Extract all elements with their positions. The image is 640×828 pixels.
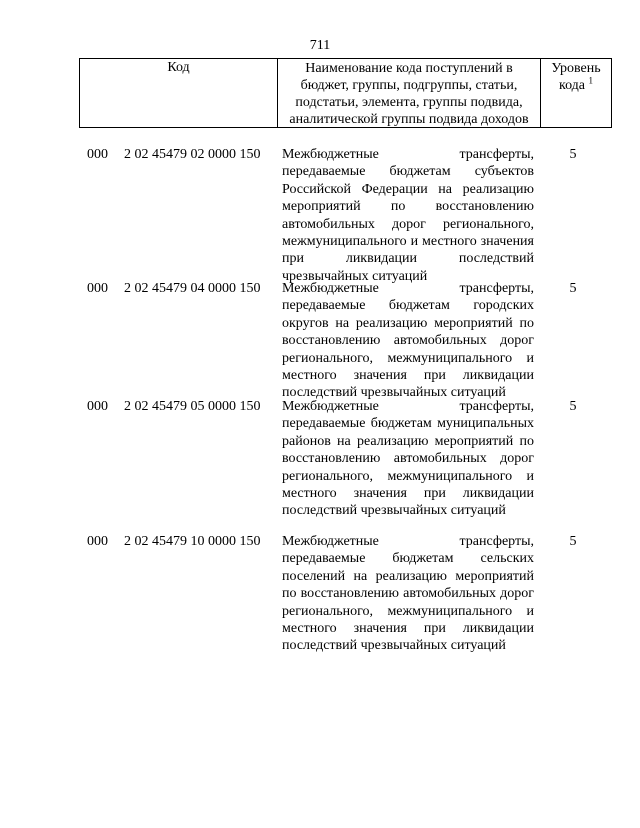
page-number: 711 bbox=[309, 38, 331, 53]
header-code-cell bbox=[79, 58, 277, 128]
header-level-cell bbox=[540, 58, 612, 128]
header-name-cell bbox=[277, 58, 540, 128]
row-prefix: 000 bbox=[87, 281, 108, 296]
row-level: 5 bbox=[569, 281, 577, 296]
row-name: Межбюджетные трансферты, передаваемые бюджетам субъектов Российской Федерации на реализацию мероприятий по восстановлению автомобильных дорог регионального, межмуниципального и местного значения при ликвидации последствий чрезвычайных ситуаций bbox=[282, 147, 534, 284]
row-code: 2 02 45479 05 0000 150 bbox=[124, 399, 261, 414]
row-name: Межбюджетные трансферты, передаваемые бюджетам муниципальных районов на реализацию мероприятий по восстановлению автомобильных дорог регионального, межмуниципального и местного значения при ликвидации последствий чрезвычайных ситуаций bbox=[282, 399, 534, 519]
header-level-label: Уровень кода bbox=[551, 61, 601, 93]
row-level: 5 bbox=[569, 534, 577, 549]
row-prefix: 000 bbox=[87, 147, 108, 162]
row-name: Межбюджетные трансферты, передаваемые бюджетам сельских поселений на реализацию мероприятий по восстановлению автомобильных дорог регионального, межмуниципального и местного значения при ликвидации последствий чрезвычайных ситуаций bbox=[282, 534, 534, 654]
row-level: 5 bbox=[569, 399, 577, 414]
row-code: 2 02 45479 02 0000 150 bbox=[124, 147, 261, 162]
row-code: 2 02 45479 04 0000 150 bbox=[124, 281, 261, 296]
header-level-footnote: 1 bbox=[588, 75, 594, 86]
row-prefix: 000 bbox=[87, 534, 108, 549]
row-prefix: 000 bbox=[87, 399, 108, 414]
row-name: Межбюджетные трансферты, передаваемые бюджетам городских округов на реализацию мероприятий по восстановлению автомобильных дорог регионального, межмуниципального и местного значения при ликвидации последствий чрезвычайных ситуаций bbox=[282, 281, 534, 401]
table-header bbox=[79, 58, 612, 128]
row-code: 2 02 45479 10 0000 150 bbox=[124, 534, 261, 549]
header-code-label: Код bbox=[167, 60, 190, 75]
row-level: 5 bbox=[569, 147, 577, 162]
header-name-label: Наименование кода поступлений в бюджет, группы, подгруппы, статьи, подстатьи, элемента, группы подвида, аналитической группы подвида доходов bbox=[289, 61, 529, 127]
